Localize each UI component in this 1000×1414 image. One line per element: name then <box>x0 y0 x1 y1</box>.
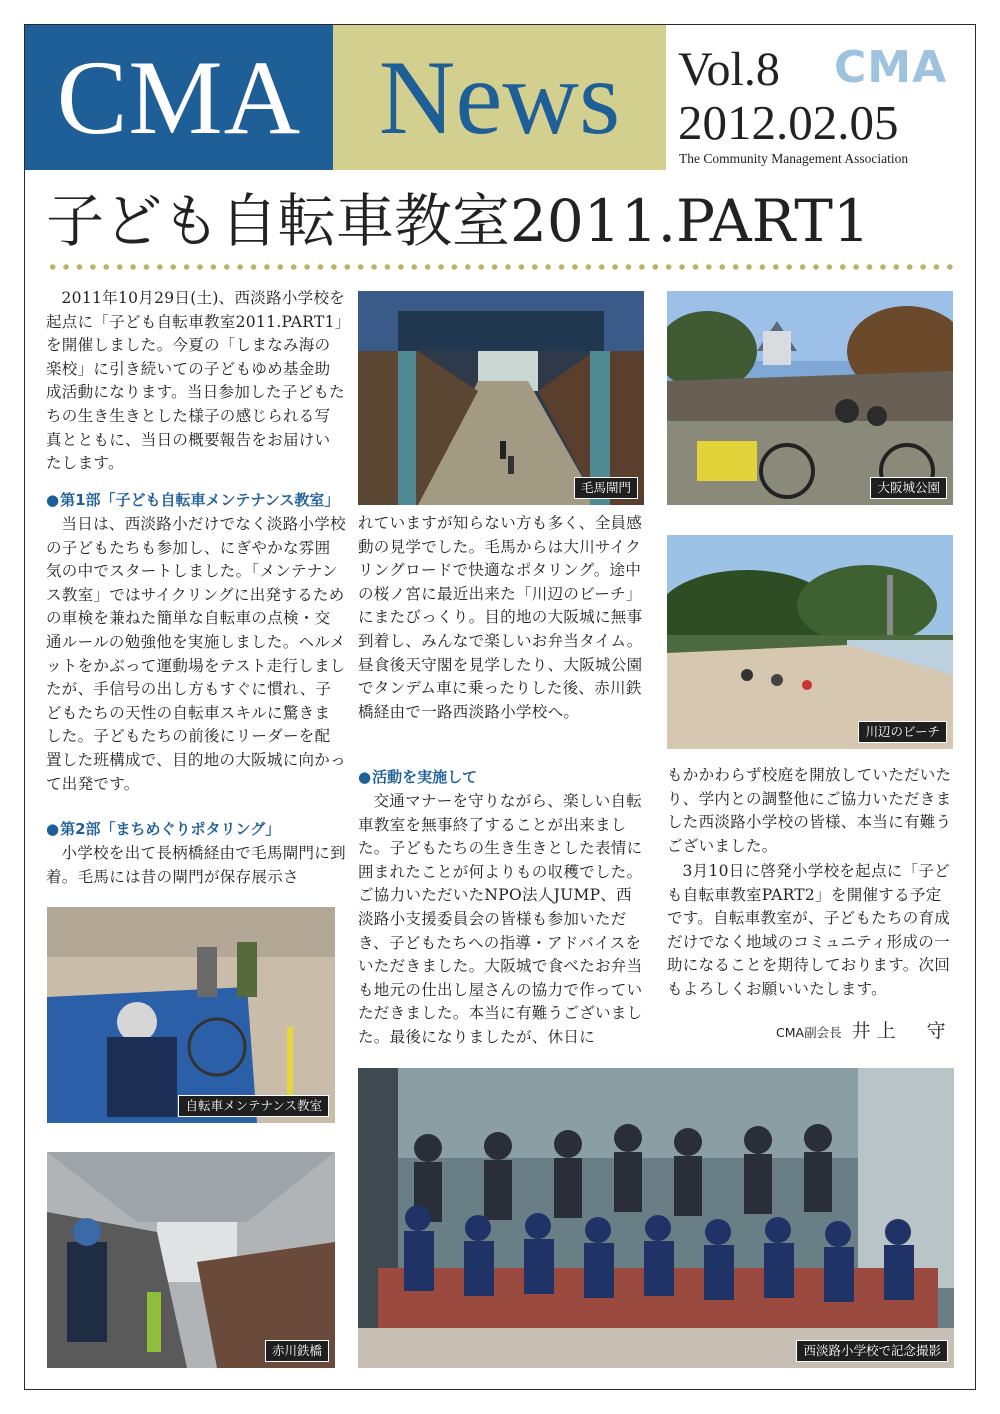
association-name: The Community Management Association <box>679 151 909 166</box>
section-2-body-cont: れていますが知らない方も多く、全員感動の見学でした。毛馬からは大川サイクリングロードで快適なポタリング。途中の桜ノ宮に最近出来た「川辺のビーチ」にまたびっくり。目的地の大阪城に無事到着し、みんなで楽しいお弁当タイム。昼食後天守閣を見学したり、大阪城公園でタンデム車に乗ったりした後、赤川鉄橋経由で一路西淡路小学校へ。 <box>358 514 643 721</box>
section-3-heading: ●活動を実施して <box>358 768 478 786</box>
signature-role: CMA副会長 <box>776 1025 842 1040</box>
issue-date: 2012.02.05 <box>678 95 899 150</box>
photo-river-beach <box>667 535 953 749</box>
article-headline: 子ども自転車教室2011.PART1 <box>46 187 870 255</box>
bridge-image <box>47 1152 335 1368</box>
cma-logo: CMA <box>834 42 948 93</box>
caption-beach: 川辺のビーチ <box>858 721 947 743</box>
caption-group: 西淡路小学校で記念撮影 <box>796 1340 948 1362</box>
section-3-body-cont: もかかわらず校庭を開放していただいたり、学内との調整他にご協力いただきました西淡路小学校の皆様、本当に有難うございました。 <box>667 766 952 855</box>
caption-maintenance: 自転車メンテナンス教室 <box>178 1095 329 1117</box>
caption-kema: 毛馬閘門 <box>574 477 638 499</box>
photo-group <box>358 1068 954 1368</box>
closing-paragraph: 3月10日に啓発小学校を起点に「子ども自転車教室PART2」を開催する予定です。自転車教室が、子どもたちの育成だけでなく地域のコミュニティ形成の一助になることを期待しております。次回もよろしくお願いいたします。 <box>667 862 951 998</box>
photo-osaka-castle-park <box>667 291 953 505</box>
river-beach-image <box>667 535 953 749</box>
dotted-divider <box>46 263 958 271</box>
volume-number: Vol.8 <box>678 43 780 96</box>
signature <box>776 1016 952 1043</box>
section-3-body-start: 交通マナーを守りながら、楽しい自転車教室を無事終了することが出来ました。子どもたちの生き生きとした表情に囲まれたことが何よりもの収穫でした。ご協力いただいたNPO法人JUMP、西淡路小支援委員会の皆様も参加いただき、子どもたちへの指導・アドバイスをいただきました。大阪城で食べたお弁当も地元の仕出し屋さんの協力で作っていただきました。本当に有難うございました。最後になりましたが、休日に <box>358 792 643 1046</box>
maintenance-image <box>47 907 335 1123</box>
section-2-heading: ●第2部「まちめぐりポタリング」 <box>46 820 281 838</box>
masthead-news-title: News <box>378 39 621 156</box>
section-2-body-start: 小学校を出て長柄橋経由で毛馬閘門に到着。毛馬には昔の閘門が保存展示さ <box>46 844 346 886</box>
photo-maintenance-class <box>47 907 335 1123</box>
kema-lock-image <box>358 291 644 505</box>
photo-kema-lock <box>358 291 644 505</box>
caption-bridge: 赤川鉄橋 <box>265 1340 329 1362</box>
masthead-cma-title: CMA <box>56 39 302 156</box>
intro-paragraph: 2011年10月29日(土)、西淡路小学校を起点に「子ども自転車教室2011.PART1」を開催しました。今夏の「しまなみ海の楽校」に引き続いての子どもゆめ基金助成活動になります。当日参加した子どもたちの生き生きとした様子の感じられる写真とともに、当日の概要報告をお届けいたします。 <box>46 289 346 473</box>
group-photo-image <box>358 1068 954 1368</box>
photo-akagawa-bridge <box>47 1152 335 1368</box>
osaka-castle-image <box>667 291 953 505</box>
signature-name: 井上 守 <box>851 1020 952 1042</box>
section-1-body: 当日は、西淡路小だけでなく淡路小学校の子どもたちも参加し、にぎやかな雰囲気の中でスタートしました。「メンテナンス教室」ではサイクリングに出発するための車検を兼ねた簡単な自転車の点検・交通ルールの勉強他を実施しました。ヘルメットをかぶって運動場をテスト走行しましたが、手信号の出し方もすぐに慣れ、子どもたちの天性の自転車スキルに驚きました。子どもたちの前後にリーダーを配置した班構成で、目的地の大阪城に向かって出発です。 <box>46 515 346 793</box>
caption-osakajo: 大阪城公園 <box>870 477 947 499</box>
section-1-heading: ●第1部「子ども自転車メンテナンス教室」 <box>46 491 340 509</box>
